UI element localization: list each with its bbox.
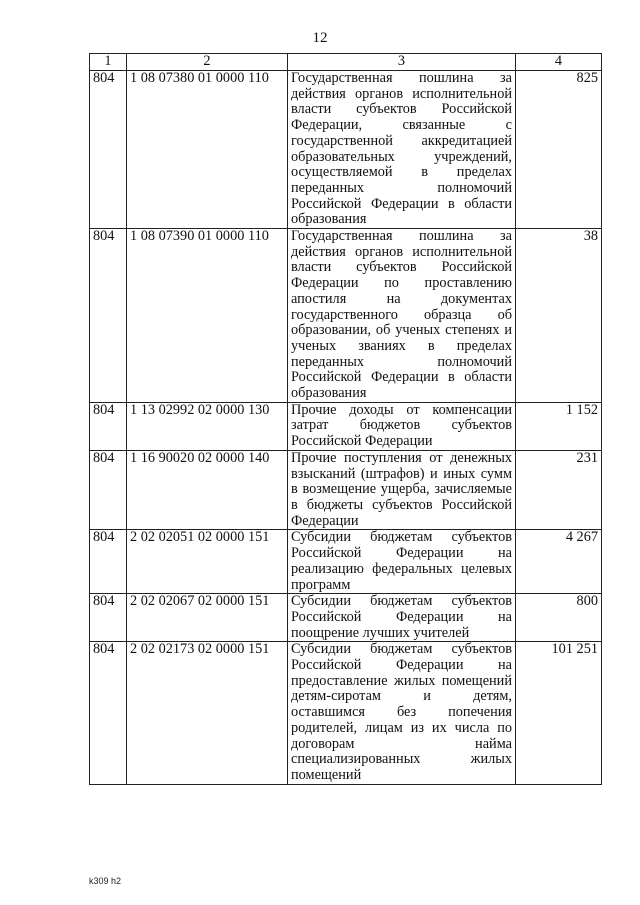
description-cell: Субсидии бюджетам субъектов Российской Федерации на реализацию федеральных целевых программ: [288, 530, 516, 594]
admin-code-cell: 804: [90, 450, 127, 530]
budget-code-cell: 2 02 02173 02 0000 151: [127, 642, 288, 784]
description-cell: Прочие доходы от компенсации затрат бюджетов субъектов Российской Федерации: [288, 402, 516, 450]
description-cell: Государственная пошлина за действия органов исполнительной власти субъектов Российской Федерации, связанные с государственной аккредитацией образовательных учреждений, осуществляемой в пределах переданных полномочий Российской Федерации в области образования: [288, 71, 516, 229]
column-header-2: 2: [127, 54, 288, 71]
budget-code-cell: 2 02 02067 02 0000 151: [127, 594, 288, 642]
table-row: [90, 229, 602, 403]
amount-cell: 231: [516, 450, 602, 530]
amount-cell: 800: [516, 594, 602, 642]
budget-code-cell: 1 08 07390 01 0000 110: [127, 229, 288, 403]
admin-code-cell: 804: [90, 229, 127, 403]
budget-code-cell: 1 08 07380 01 0000 110: [127, 71, 288, 229]
description-cell: Субсидии бюджетам субъектов Российской Федерации на поощрение лучших учителей: [288, 594, 516, 642]
description-cell: Прочие поступления от денежных взысканий (штрафов) и иных сумм в возмещение ущерба, зачисляемые в бюджеты субъектов Российской Федерации: [288, 450, 516, 530]
page-number: 12: [312, 30, 328, 46]
column-header-1: 1: [90, 54, 127, 71]
table-row: [90, 402, 602, 450]
document-footer-code: k309 h2: [89, 876, 122, 886]
amount-cell: 1 152: [516, 402, 602, 450]
table-row: [90, 594, 602, 642]
table-row: [90, 530, 602, 594]
budget-code-cell: 1 13 02992 02 0000 130: [127, 402, 288, 450]
table-header-row: [90, 54, 602, 71]
amount-cell: 38: [516, 229, 602, 403]
table-row: [90, 450, 602, 530]
budget-table: [89, 53, 602, 785]
admin-code-cell: 804: [90, 71, 127, 229]
amount-cell: 101 251: [516, 642, 602, 784]
table-row: [90, 642, 602, 784]
table-row: [90, 71, 602, 229]
description-cell: Субсидии бюджетам субъектов Российской Федерации на предоставление жилых помещений детям-сиротам и детям, оставшимся без попечения родителей, лицам из их числа по договорам найма специализированных жилых помещений: [288, 642, 516, 784]
column-header-4: 4: [516, 54, 602, 71]
description-cell: Государственная пошлина за действия органов исполнительной власти субъектов Российской Федерации по проставлению апостиля на документах государственного образца об образовании, об ученых степенях и ученых званиях в пределах переданных полномочий Российской Федерации в области образования: [288, 229, 516, 403]
amount-cell: 4 267: [516, 530, 602, 594]
admin-code-cell: 804: [90, 530, 127, 594]
admin-code-cell: 804: [90, 642, 127, 784]
budget-code-cell: 1 16 90020 02 0000 140: [127, 450, 288, 530]
admin-code-cell: 804: [90, 402, 127, 450]
admin-code-cell: 804: [90, 594, 127, 642]
column-header-3: 3: [288, 54, 516, 71]
amount-cell: 825: [516, 71, 602, 229]
budget-code-cell: 2 02 02051 02 0000 151: [127, 530, 288, 594]
